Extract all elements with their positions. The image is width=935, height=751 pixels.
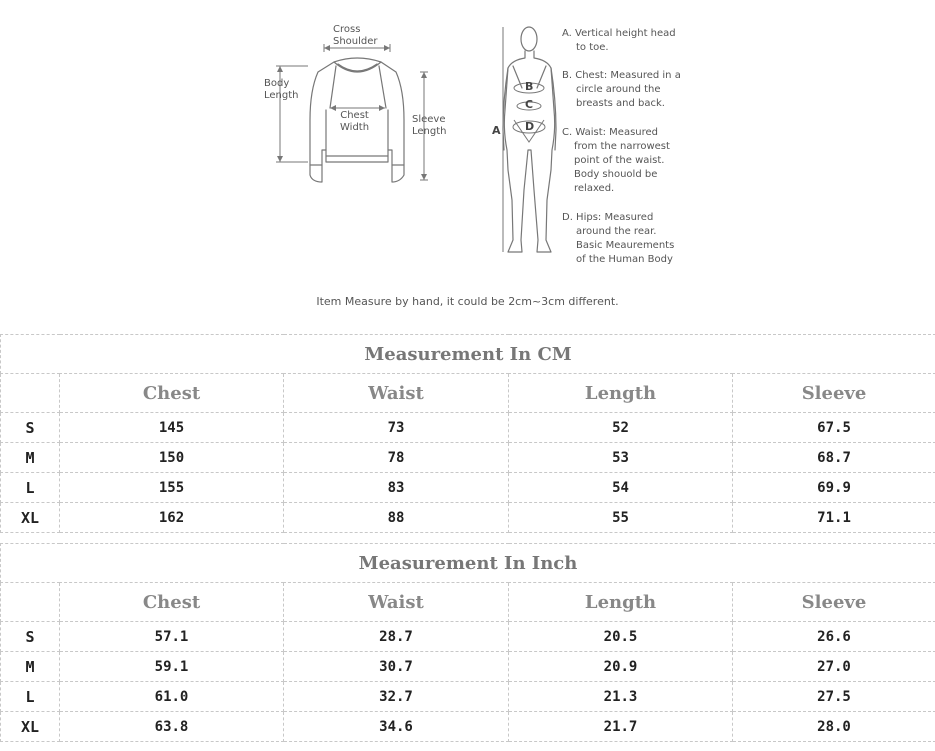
length-value: 21.7 [509, 712, 733, 742]
length-value: 20.5 [509, 622, 733, 652]
sleeve-value: 68.7 [733, 443, 935, 473]
note-a: A. Vertical height head to toe. [562, 28, 676, 53]
size-label: S [1, 413, 60, 443]
size-label: M [1, 652, 60, 682]
waist-value: 32.7 [284, 682, 509, 712]
header-sleeve: Sleeve [733, 374, 935, 413]
size-label: M [1, 443, 60, 473]
table-header-row [1, 374, 935, 413]
sleeve-value: 28.0 [733, 712, 935, 742]
waist-value: 30.7 [284, 652, 509, 682]
waist-value: 88 [284, 503, 509, 533]
chest-value: 150 [60, 443, 284, 473]
chest-value: 61.0 [60, 682, 284, 712]
size-header [1, 583, 60, 622]
chest-width-label: Chest Width [340, 110, 370, 133]
table-title: Measurement In CM [1, 335, 935, 374]
length-value: 54 [509, 473, 733, 503]
sleeve-value: 69.9 [733, 473, 935, 503]
table-row [1, 682, 935, 712]
waist-value: 83 [284, 473, 509, 503]
table-title-row [1, 544, 935, 583]
table-row [1, 712, 935, 742]
chest-value: 162 [60, 503, 284, 533]
note-c: C. Waist: Measured from the narrowest point of the waist. Body shouold be relaxed. [562, 127, 670, 194]
sleeve-value: 71.1 [733, 503, 935, 533]
header-sleeve: Sleeve [733, 583, 935, 622]
header-waist: Waist [284, 374, 509, 413]
body-diagram [0, 0, 935, 300]
sleeve-value: 67.5 [733, 413, 935, 443]
chest-value: 145 [60, 413, 284, 443]
size-header [1, 374, 60, 413]
chest-value: 59.1 [60, 652, 284, 682]
letter-b: B [525, 80, 534, 93]
measure-note: Item Measure by hand, it could be 2cm~3cm different. [316, 295, 619, 308]
size-label: S [1, 622, 60, 652]
waist-value: 78 [284, 443, 509, 473]
table-row [1, 413, 935, 443]
table-row [1, 503, 935, 533]
waist-value: 28.7 [284, 622, 509, 652]
size-label: XL [1, 712, 60, 742]
header-length: Length [509, 583, 733, 622]
sleeve-value: 27.5 [733, 682, 935, 712]
note-b: B. Chest: Measured in a circle around the breasts and back. [562, 70, 681, 109]
letter-a: A [492, 124, 501, 137]
measurement-table-cm [0, 334, 935, 533]
size-label: L [1, 682, 60, 712]
length-value: 21.3 [509, 682, 733, 712]
waist-value: 73 [284, 413, 509, 443]
chest-value: 63.8 [60, 712, 284, 742]
table-row [1, 473, 935, 503]
header-length: Length [509, 374, 733, 413]
table-row [1, 443, 935, 473]
length-value: 55 [509, 503, 733, 533]
measurement-table-inch [0, 543, 935, 742]
sleeve-length-label: Sleeve Length [412, 114, 447, 137]
header-waist: Waist [284, 583, 509, 622]
sleeve-value: 27.0 [733, 652, 935, 682]
chest-value: 57.1 [60, 622, 284, 652]
body-head [521, 27, 537, 51]
sleeve-value: 26.6 [733, 622, 935, 652]
letter-c: C [525, 98, 534, 111]
body-length-label: Body Length [264, 78, 299, 101]
measurement-illustration [0, 0, 935, 330]
note-d: D. Hips: Measured around the rear. Basic Meaurements of the Human Body [562, 212, 675, 265]
chest-value: 155 [60, 473, 284, 503]
table-header-row [1, 583, 935, 622]
size-label: L [1, 473, 60, 503]
length-value: 53 [509, 443, 733, 473]
length-value: 20.9 [509, 652, 733, 682]
table-title: Measurement In Inch [1, 544, 935, 583]
table-row [1, 652, 935, 682]
waist-value: 34.6 [284, 712, 509, 742]
size-label: XL [1, 503, 60, 533]
table-title-row [1, 335, 935, 374]
header-chest: Chest [60, 583, 284, 622]
cross-shoulder-label: Cross Shoulder [333, 24, 378, 47]
table-row [1, 622, 935, 652]
letter-d: D [525, 120, 535, 133]
length-value: 52 [509, 413, 733, 443]
header-chest: Chest [60, 374, 284, 413]
